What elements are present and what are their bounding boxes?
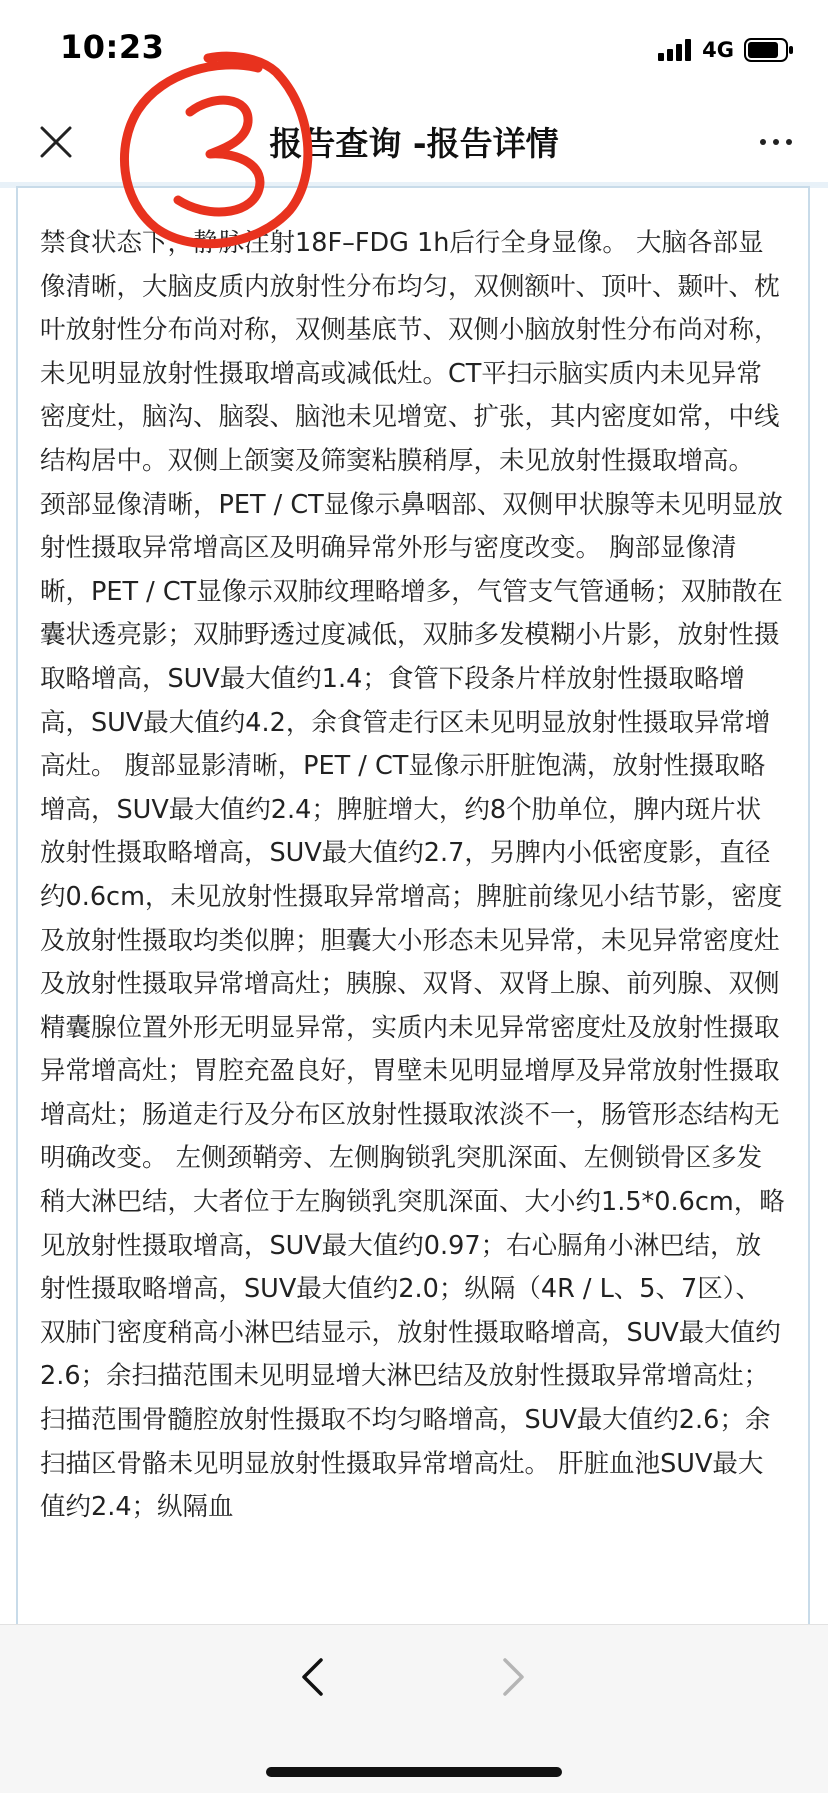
battery-icon [744,38,794,62]
report-content-frame[interactable] [16,186,810,1626]
report-body-text: 禁食状态下，静脉注射18F–FDG 1h后行全身显像。 大脑各部显像清晰，大脑皮质内放射性分布均匀，双侧额叶、顶叶、颞叶、枕叶放射性分布尚对称，双侧基底节、双侧小脑放射性分布尚对称，未见明显放射性摄取增高或减低灶。CT平扫示脑实质内未见异常密度灶，脑沟、脑裂、脑池未见增宽、扩张，其内密度如常，中线结构居中。双侧上颌窦及筛窦粘膜稍厚，未见放射性摄取增高。 颈部显像清晰，PET / CT显像示鼻咽部、双侧甲状腺等未见明显放射性摄取异常增高区及明确异常外形与密度改变。 胸部显像清晰，PET / CT显像示双肺纹理略增多，气管支气管通畅；双肺散在囊状透亮影；双肺野透过度减低，双肺多发模糊小片影，放射性摄取略增高，SUV最大值约1.4；食管下段条片样放射性摄取略增高，SUV最大值约4.2，余食管走行区未见明显放射性摄取异常增高灶。 腹部显影清晰，PET / CT显像示肝脏饱满，放射性摄取略增高，SUV最大值约2.4；脾脏增大，约8个肋单位，脾内斑片状放射性摄取略增高，SUV最大值约2.7，另脾内小低密度影，直径约0.6cm，未见放射性摄取异常增高；脾脏前缘见小结节影，密度及放射性摄取均类似脾；胆囊大小形态未见异常，未见异常密度灶及放射性摄取异常增高灶；胰腺、双肾、双肾上腺、前列腺、双侧精囊腺位置外形无明显异常，实质内未见异常密度灶及放射性摄取异常增高灶；胃腔充盈良好，胃壁未见明显增厚及异常放射性摄取增高灶；肠道走行及分布区放射性摄取浓淡不一，肠管形态结构无明确改变。 左侧颈鞘旁、左侧胸锁乳突肌深面、左侧锁骨区多发稍大淋巴结，大者位于左胸锁乳突肌深面、大小约1.5*0.6cm，略见放射性摄取增高，SUV最大值约0.97；右心膈角小淋巴结，放射性摄取略增高，SUV最大值约2.0；纵隔（4R / L、5、7区）、双肺门密度稍高小淋巴结显示，放射性摄取略增高，SUV最大值约2.6；余扫描范围未见明显增大淋巴结及放射性摄取异常增高灶； 扫描范围骨髓腔放射性摄取不均匀略增高，SUV最大值约2.6；余扫描区骨骼未见明显放射性摄取异常增高灶。 肝脏血池SUV最大值约2.4；纵隔血 [40,228,785,1523]
page-title: 报告查询 -报告详情 [269,124,559,163]
chevron-left-icon [299,1657,325,1697]
home-indicator[interactable] [266,1767,562,1777]
bottom-toolbar [0,1624,828,1793]
status-bar [0,0,828,100]
more-options-button[interactable] [748,114,804,170]
signal-icon [658,39,692,61]
more-icon [760,139,792,145]
navigation-bar [0,100,828,182]
back-button[interactable] [286,1651,338,1703]
status-icons [658,36,794,64]
chevron-right-icon [501,1657,527,1697]
forward-button[interactable] [488,1651,540,1703]
network-type-label: 4G [702,38,734,62]
status-time: 10:23 [60,28,165,66]
